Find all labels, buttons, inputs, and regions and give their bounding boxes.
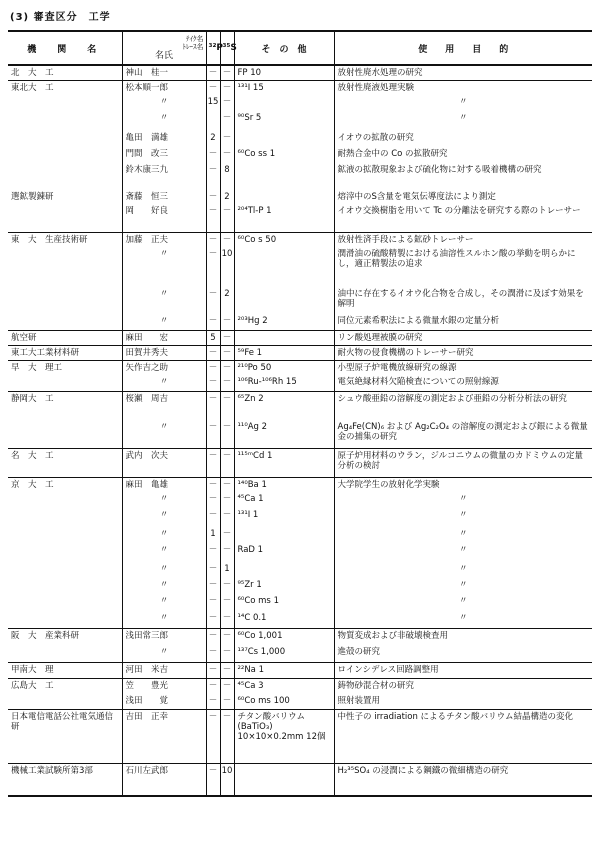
other-isotope-cell: RaD 1 — [234, 543, 334, 562]
s35-cell: － — [220, 594, 234, 611]
purpose-cell: 照射装置用 — [334, 694, 592, 709]
institution-cell — [8, 204, 122, 232]
s35-cell: － — [220, 578, 234, 594]
table-row — [8, 492, 592, 508]
purpose-cell: 放射性廃液処理実験 — [334, 80, 592, 95]
researcher-name-cell: 矢作吉之助 — [122, 360, 206, 375]
purpose-cell: 同位元素希釈法による微量水銀の定量分析 — [334, 314, 592, 330]
institution-cell — [8, 111, 122, 131]
researcher-name-cell: 松本順一郎 — [122, 80, 206, 95]
p32-cell: － — [206, 477, 220, 492]
table-row — [8, 645, 592, 662]
purpose-cell: 〃 — [334, 508, 592, 527]
purpose-cell: 熔滓中のS含量を電気伝導度法により測定 — [334, 190, 592, 204]
institution-cell: 京 大 工 — [8, 477, 122, 492]
other-isotope-cell: ²⁰⁴Tl-P 1 — [234, 204, 334, 232]
researcher-name-cell: 〃 — [122, 95, 206, 111]
p32-cell: － — [206, 628, 220, 645]
s35-cell: － — [220, 709, 234, 763]
s35-cell: － — [220, 232, 234, 247]
page-title: (3) 審査区分 工学 — [10, 12, 111, 23]
purpose-cell: 〃 — [334, 492, 592, 508]
table-row — [8, 111, 592, 131]
s35-cell: － — [220, 628, 234, 645]
purpose-cell: 放射性廃水処理の研究 — [334, 65, 592, 80]
researcher-name-cell: 〃 — [122, 375, 206, 391]
p32-cell: － — [206, 594, 220, 611]
table-row — [8, 314, 592, 330]
other-isotope-cell: ⁹⁵Zr 1 — [234, 578, 334, 594]
p32-cell: － — [206, 645, 220, 662]
s35-cell: － — [220, 80, 234, 95]
other-isotope-cell: ⁴⁵Ca 3 — [234, 678, 334, 694]
researcher-name-cell: 〃 — [122, 111, 206, 131]
institution-cell: 静岡大 工 — [8, 391, 122, 420]
table-row — [8, 375, 592, 391]
table-row — [8, 95, 592, 111]
researcher-name-cell: 〃 — [122, 247, 206, 287]
table-row — [8, 562, 592, 578]
purpose-cell: Ag₄Fe(CN)₆ および Ag₂C₂O₄ の溶解度の測定および銀による微量金の捕集の研究 — [334, 420, 592, 448]
p32-cell: － — [206, 492, 220, 508]
p32-cell: － — [206, 360, 220, 375]
s35-cell: － — [220, 375, 234, 391]
researcher-name-cell: 〃 — [122, 645, 206, 662]
researcher-name-cell: 斎藤 恒三 — [122, 190, 206, 204]
researcher-name-cell: 石川左武郎 — [122, 763, 206, 796]
researcher-name-cell: 〃 — [122, 562, 206, 578]
researcher-name-cell: 麻田 宏 — [122, 330, 206, 345]
purpose-cell: 潤滑油の硫酸精製における油溶性スルホン酸の挙動を明らかにし，適正精製法の追求 — [334, 247, 592, 287]
p32-cell: 2 — [206, 131, 220, 147]
header-s35: ³⁵S — [220, 31, 234, 65]
other-isotope-cell: FP 10 — [234, 65, 334, 80]
purpose-cell: リン酸処理被膜の研究 — [334, 330, 592, 345]
table-row — [8, 694, 592, 709]
researcher-name-cell: 〃 — [122, 508, 206, 527]
other-isotope-cell — [234, 527, 334, 543]
institution-cell — [8, 163, 122, 190]
table-row — [8, 131, 592, 147]
purpose-cell: 小型原子炉電機放線研究の線源 — [334, 360, 592, 375]
institution-cell — [8, 594, 122, 611]
institution-cell — [8, 131, 122, 147]
purpose-cell: 〃 — [334, 611, 592, 628]
table-row — [8, 678, 592, 694]
purpose-cell: 原子炉用材料のウラン，ジルコニウムの微量のカドミウムの定量分析の検討 — [334, 448, 592, 477]
p32-cell: － — [206, 391, 220, 420]
header-p32: ³²P — [206, 31, 220, 65]
table-row — [8, 391, 592, 420]
s35-cell: 1 — [220, 562, 234, 578]
researcher-name-cell: 〃 — [122, 527, 206, 543]
institution-cell: 東工大工業材料研 — [8, 345, 122, 360]
table-row — [8, 611, 592, 628]
purpose-cell: H₂³⁵SO₄ の浸潤による鋼鐵の微細構造の研究 — [334, 763, 592, 796]
p32-cell: － — [206, 508, 220, 527]
institution-cell — [8, 694, 122, 709]
purpose-cell: シュウ酸亜鉛の溶解度の測定および亜鉛の分析分析法の研究 — [334, 391, 592, 420]
p32-cell: － — [206, 80, 220, 95]
researcher-name-cell: 浅田常三郎 — [122, 628, 206, 645]
purpose-cell: 〃 — [334, 111, 592, 131]
p32-cell: － — [206, 611, 220, 628]
table-row — [8, 662, 592, 678]
purpose-cell: 〃 — [334, 578, 592, 594]
s35-cell: － — [220, 420, 234, 448]
purpose-cell: 大学院学生の放射化学実験 — [334, 477, 592, 492]
researcher-name-cell: 〃 — [122, 611, 206, 628]
header-name-label: 名氏 — [154, 51, 173, 61]
other-isotope-cell — [234, 95, 334, 111]
table-row — [8, 232, 592, 247]
p32-cell: － — [206, 163, 220, 190]
purpose-cell: 耐熱合金中の Co の拡散研究 — [334, 147, 592, 163]
purpose-cell: 物質変成および非破壊検査用 — [334, 628, 592, 645]
researcher-name-cell: 武内 次夫 — [122, 448, 206, 477]
p32-cell: － — [206, 694, 220, 709]
researcher-name-cell: 鈴木康三九 — [122, 163, 206, 190]
institution-cell — [8, 314, 122, 330]
institution-cell: 機械工業試験所第3部 — [8, 763, 122, 796]
p32-cell: － — [206, 420, 220, 448]
p32-cell — [206, 111, 220, 131]
researcher-name-cell: 〃 — [122, 287, 206, 314]
institution-cell: 甲南大 理 — [8, 662, 122, 678]
p32-cell: － — [206, 562, 220, 578]
table-row — [8, 147, 592, 163]
p32-cell: － — [206, 709, 220, 763]
p32-cell: 15 — [206, 95, 220, 111]
s35-cell: － — [220, 360, 234, 375]
other-isotope-cell: ⁶⁰Co ms 100 — [234, 694, 334, 709]
s35-cell: － — [220, 662, 234, 678]
other-isotope-cell: ⁴⁵Ca 1 — [234, 492, 334, 508]
institution-cell: 阪 大 産業科研 — [8, 628, 122, 645]
table-row — [8, 578, 592, 594]
s35-cell: － — [220, 492, 234, 508]
other-isotope-cell: ²¹⁰Po 50 — [234, 360, 334, 375]
s35-cell: 8 — [220, 163, 234, 190]
p32-cell: － — [206, 65, 220, 80]
p32-cell: － — [206, 287, 220, 314]
s35-cell: － — [220, 314, 234, 330]
table-row — [8, 360, 592, 375]
researcher-name-cell: 麻田 亀雄 — [122, 477, 206, 492]
header-institution: 機 関 名 — [8, 31, 122, 65]
researcher-name-cell: 亀田 満雄 — [122, 131, 206, 147]
p32-cell: － — [206, 314, 220, 330]
purpose-cell: 〃 — [334, 594, 592, 611]
table-row — [8, 204, 592, 232]
researcher-name-cell: 岡 好良 — [122, 204, 206, 232]
p32-cell: － — [206, 578, 220, 594]
purpose-cell: 〃 — [334, 527, 592, 543]
researcher-name-cell: 加藤 正夫 — [122, 232, 206, 247]
researcher-name-cell: 神山 桂一 — [122, 65, 206, 80]
institution-cell — [8, 147, 122, 163]
s35-cell: － — [220, 95, 234, 111]
header-ttl-top: ﾃｲｸ名 — [186, 35, 204, 43]
institution-cell — [8, 611, 122, 628]
other-isotope-cell: ⁵⁹Fe 1 — [234, 345, 334, 360]
s35-cell: － — [220, 678, 234, 694]
table-header-row — [8, 31, 592, 65]
purpose-cell: ロインシデレス回路調整用 — [334, 662, 592, 678]
s35-cell: － — [220, 543, 234, 562]
purpose-cell: 〃 — [334, 543, 592, 562]
other-isotope-cell — [234, 163, 334, 190]
table-row — [8, 247, 592, 287]
table-row — [8, 594, 592, 611]
other-isotope-cell: ¹⁰⁶Ru-¹⁰⁶Rh 15 — [234, 375, 334, 391]
s35-cell: 2 — [220, 190, 234, 204]
table-row — [8, 763, 592, 796]
purpose-cell: 〃 — [334, 95, 592, 111]
table-row — [8, 420, 592, 448]
institution-cell — [8, 543, 122, 562]
purpose-cell: 進殻の研究 — [334, 645, 592, 662]
s35-cell: － — [220, 391, 234, 420]
table-row — [8, 477, 592, 492]
p32-cell: － — [206, 345, 220, 360]
s35-cell: － — [220, 611, 234, 628]
s35-cell: － — [220, 65, 234, 80]
other-isotope-cell — [234, 190, 334, 204]
institution-cell: 航空研 — [8, 330, 122, 345]
isotope-usage-table — [8, 30, 592, 797]
s35-cell: － — [220, 330, 234, 345]
header-name — [122, 31, 206, 65]
other-isotope-cell: ⁶⁰Co 1,001 — [234, 628, 334, 645]
header-ttl-mid: ﾄﾚｰｽ名 — [182, 43, 204, 51]
other-isotope-cell: ¹¹⁰Ag 2 — [234, 420, 334, 448]
s35-cell: 2 — [220, 287, 234, 314]
researcher-name-cell: 〃 — [122, 314, 206, 330]
institution-cell — [8, 420, 122, 448]
researcher-name-cell: 〃 — [122, 578, 206, 594]
table-row — [8, 543, 592, 562]
institution-cell: 東北大 工 — [8, 80, 122, 95]
table-row — [8, 330, 592, 345]
institution-cell — [8, 287, 122, 314]
institution-cell — [8, 645, 122, 662]
institution-cell — [8, 578, 122, 594]
s35-cell: － — [220, 448, 234, 477]
other-isotope-cell: ⁶⁰Co ss 1 — [234, 147, 334, 163]
other-isotope-cell: ¹⁴⁰Ba 1 — [234, 477, 334, 492]
other-isotope-cell: ²⁰³Hg 2 — [234, 314, 334, 330]
institution-cell — [8, 375, 122, 391]
p32-cell: － — [206, 147, 220, 163]
other-isotope-cell — [234, 131, 334, 147]
purpose-cell: 中性子の irradiation によるチタン酸バリウム結晶構造の変化 — [334, 709, 592, 763]
p32-cell: － — [206, 662, 220, 678]
researcher-name-cell: 桜瀬 周吉 — [122, 391, 206, 420]
p32-cell: － — [206, 763, 220, 796]
purpose-cell: 放射性済手段による鉱砂トレーサー — [334, 232, 592, 247]
s35-cell: 10 — [220, 763, 234, 796]
table-row — [8, 709, 592, 763]
table-row — [8, 163, 592, 190]
table-row — [8, 448, 592, 477]
institution-cell: 広島大 工 — [8, 678, 122, 694]
researcher-name-cell: 〃 — [122, 543, 206, 562]
researcher-name-cell: 〃 — [122, 420, 206, 448]
s35-cell: － — [220, 645, 234, 662]
other-isotope-cell: ¹³⁷Cs 1,000 — [234, 645, 334, 662]
table-row — [8, 345, 592, 360]
other-isotope-cell: ¹⁴C 0.1 — [234, 611, 334, 628]
table-row — [8, 80, 592, 95]
other-isotope-cell: ⁹⁰Sr 5 — [234, 111, 334, 131]
researcher-name-cell: 門間 改三 — [122, 147, 206, 163]
institution-cell — [8, 527, 122, 543]
s35-cell: － — [220, 204, 234, 232]
p32-cell: － — [206, 678, 220, 694]
p32-cell: － — [206, 247, 220, 287]
other-isotope-cell: ⁶⁰Co ms 1 — [234, 594, 334, 611]
table-row — [8, 628, 592, 645]
researcher-name-cell: 笠 豊光 — [122, 678, 206, 694]
p32-cell: － — [206, 204, 220, 232]
purpose-cell: 鋳物砂混合材の研究 — [334, 678, 592, 694]
institution-cell: 日本電信電話公社電気通信研 — [8, 709, 122, 763]
institution-cell: 東 大 生産技術研 — [8, 232, 122, 247]
header-purpose: 使 用 目 的 — [334, 31, 592, 65]
other-isotope-cell — [234, 247, 334, 287]
other-isotope-cell: ⁶⁵Zn 2 — [234, 391, 334, 420]
other-isotope-cell — [234, 562, 334, 578]
s35-cell: － — [220, 111, 234, 131]
s35-cell: － — [220, 527, 234, 543]
s35-cell: － — [220, 694, 234, 709]
researcher-name-cell: 吉田 正幸 — [122, 709, 206, 763]
other-isotope-cell: ¹¹⁵ᵐCd 1 — [234, 448, 334, 477]
other-isotope-cell: ²²Na 1 — [234, 662, 334, 678]
institution-cell — [8, 247, 122, 287]
s35-cell: － — [220, 508, 234, 527]
other-isotope-cell — [234, 330, 334, 345]
purpose-cell: イオウ交換樹脂を用いて Tc の分離法を研究する際のトレーサー — [334, 204, 592, 232]
s35-cell: － — [220, 147, 234, 163]
other-isotope-cell: ¹³¹I 15 — [234, 80, 334, 95]
researcher-name-cell: 田賀井秀夫 — [122, 345, 206, 360]
s35-cell: － — [220, 345, 234, 360]
p32-cell: － — [206, 448, 220, 477]
other-isotope-cell: ¹³¹I 1 — [234, 508, 334, 527]
s35-cell: － — [220, 131, 234, 147]
purpose-cell: 油中に存在するイオウ化合物を合成し，その潤滑に及ぼす効果を解明 — [334, 287, 592, 314]
p32-cell: － — [206, 375, 220, 391]
table-row — [8, 190, 592, 204]
p32-cell: － — [206, 543, 220, 562]
institution-cell — [8, 95, 122, 111]
institution-cell — [8, 492, 122, 508]
p32-cell: 5 — [206, 330, 220, 345]
researcher-name-cell: 浅田 覚 — [122, 694, 206, 709]
institution-cell — [8, 508, 122, 527]
purpose-cell: 鉱液の拡散現象および硫化物に対する吸着機構の研究 — [334, 163, 592, 190]
other-isotope-cell — [234, 763, 334, 796]
other-isotope-cell: ⁶⁰Co s 50 — [234, 232, 334, 247]
other-isotope-cell: チタン酸バリウム (BaTiO₃) 10×10×0.2mm 12個 — [234, 709, 334, 763]
p32-cell: 1 — [206, 527, 220, 543]
p32-cell: － — [206, 190, 220, 204]
table-row — [8, 287, 592, 314]
institution-cell: 早 大 理工 — [8, 360, 122, 375]
purpose-cell: 〃 — [334, 562, 592, 578]
table-row — [8, 508, 592, 527]
researcher-name-cell: 〃 — [122, 492, 206, 508]
institution-cell: 名 大 工 — [8, 448, 122, 477]
s35-cell: － — [220, 477, 234, 492]
table-row — [8, 65, 592, 80]
purpose-cell: イオウの拡散の研究 — [334, 131, 592, 147]
researcher-name-cell: 河田 米吉 — [122, 662, 206, 678]
institution-cell — [8, 562, 122, 578]
p32-cell: － — [206, 232, 220, 247]
header-other: そ の 他 — [234, 31, 334, 65]
purpose-cell: 耐火物の侵食機構のトレーサー研究 — [334, 345, 592, 360]
other-isotope-cell — [234, 287, 334, 314]
s35-cell: 10 — [220, 247, 234, 287]
purpose-cell: 電気絶縁材料欠陥検査についての照射線源 — [334, 375, 592, 391]
researcher-name-cell: 〃 — [122, 594, 206, 611]
institution-cell: 選鉱製錬研 — [11, 192, 54, 202]
table-row — [8, 527, 592, 543]
institution-cell: 北 大 工 — [8, 65, 122, 80]
